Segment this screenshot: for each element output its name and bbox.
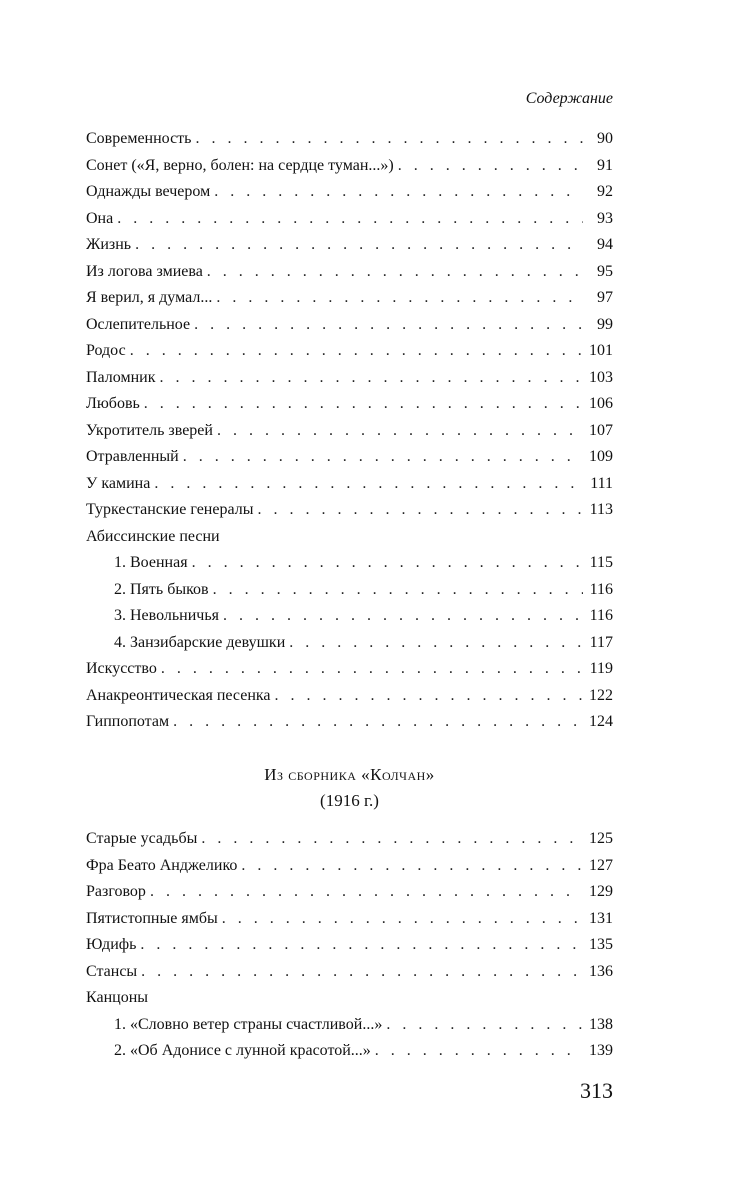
toc-entry xyxy=(86,153,613,180)
dot-leader xyxy=(201,826,583,853)
dot-leader xyxy=(275,683,583,710)
toc-entry-title: Любовь xyxy=(86,395,140,412)
toc-entry-title: Юдифь xyxy=(86,936,137,953)
toc-entry xyxy=(86,932,613,959)
toc-entry xyxy=(86,259,613,286)
dot-leader xyxy=(144,391,583,418)
toc-entry xyxy=(86,126,613,153)
toc-entry-title: Гиппопотам xyxy=(86,713,170,730)
toc-entry xyxy=(86,418,613,445)
toc-entry xyxy=(86,391,613,418)
toc-entry xyxy=(86,365,613,392)
toc-entry-title: Канцоны xyxy=(86,989,148,1006)
dot-leader xyxy=(150,879,583,906)
dot-leader xyxy=(192,550,583,577)
toc-entry-title: Она xyxy=(86,209,114,227)
toc-entry-title: 1. Военная xyxy=(114,554,188,571)
dot-leader xyxy=(154,471,583,498)
toc-entry-title: Стансы xyxy=(86,962,138,980)
toc-entry-title: Туркестанские генералы xyxy=(86,501,254,518)
dot-leader xyxy=(213,577,583,604)
toc-entry xyxy=(86,179,613,206)
dot-leader xyxy=(117,206,583,233)
toc-entry xyxy=(86,471,613,498)
dot-leader xyxy=(195,126,583,153)
toc-entry-page: 90 xyxy=(597,130,613,147)
toc-entry-page: 107 xyxy=(589,421,613,439)
toc-entry-title: Однажды вечером xyxy=(86,183,211,200)
running-head: Содержание xyxy=(525,90,613,107)
toc-entry xyxy=(86,879,613,906)
dot-leader xyxy=(141,959,583,986)
toc-entry-page: 106 xyxy=(589,395,613,412)
toc-entry xyxy=(86,497,613,524)
toc-entry-page: 136 xyxy=(589,962,613,980)
toc-entry-title: Ослепительное xyxy=(86,315,191,333)
toc-entry-page: 99 xyxy=(597,315,613,333)
toc-entry xyxy=(86,338,613,365)
toc-entry-title: 2. Пять быков xyxy=(114,580,209,598)
toc-entry-page: 95 xyxy=(597,262,613,280)
toc-entry-page: 93 xyxy=(597,209,613,227)
dot-leader xyxy=(207,259,583,286)
toc-entry xyxy=(86,906,613,933)
toc-entry-page: 97 xyxy=(597,289,613,306)
dot-leader xyxy=(135,232,583,259)
toc-entry-page: 113 xyxy=(589,501,613,518)
toc-entry-page: 94 xyxy=(597,236,613,253)
toc-entry-page: 138 xyxy=(589,1015,613,1033)
toc-entry-title: У камина xyxy=(86,474,151,492)
toc-entry-title: Старые усадьбы xyxy=(86,830,198,847)
toc-entry-title: Я верил, я думал... xyxy=(86,289,213,306)
toc-entry-title: 1. «Словно ветер страны счастливой...» xyxy=(114,1015,383,1033)
toc-entry-page: 116 xyxy=(589,607,613,624)
toc-entry-page: 127 xyxy=(589,856,613,874)
toc-entry xyxy=(86,1038,613,1065)
toc-entry-page: 91 xyxy=(597,156,613,174)
toc-entry-title: 2. «Об Адонисе с лунной красотой...» xyxy=(114,1042,371,1059)
dot-leader xyxy=(160,365,584,392)
dot-leader xyxy=(217,418,583,445)
toc-entry-title: Отравленный xyxy=(86,448,179,465)
dot-leader xyxy=(222,906,583,933)
toc-entry-page: 122 xyxy=(589,686,613,704)
dot-leader xyxy=(214,179,583,206)
dot-leader xyxy=(223,603,583,630)
toc-entry xyxy=(86,1012,613,1039)
toc-entry-page: 92 xyxy=(597,183,613,200)
toc-entry-page: 117 xyxy=(589,633,613,651)
dot-leader xyxy=(194,312,583,339)
toc-entry-page: 131 xyxy=(589,909,613,927)
toc-entry-title: Анакреонтическая песенка xyxy=(86,686,271,704)
toc-entry xyxy=(86,683,613,710)
dot-leader xyxy=(130,338,583,365)
toc-entry-title: 3. Невольничья xyxy=(114,607,219,624)
toc-entry xyxy=(86,603,613,630)
toc-entry-page: 101 xyxy=(589,342,613,359)
dot-leader xyxy=(398,153,583,180)
toc-entry-page: 129 xyxy=(589,883,613,900)
dot-leader xyxy=(257,497,583,524)
section-heading-title: Из сборника «Колчан» xyxy=(264,765,435,784)
dot-leader xyxy=(216,285,583,312)
toc-entry-title: Паломник xyxy=(86,368,156,386)
toc-entry-title: Разговор xyxy=(86,883,146,900)
toc-entry-title: Искусство xyxy=(86,660,157,677)
toc-entry-title: Родос xyxy=(86,342,126,359)
toc-entry-page: 139 xyxy=(589,1042,613,1059)
section-heading-year: (1916 г.) xyxy=(320,791,379,810)
toc-entry-title: Укротитель зверей xyxy=(86,421,213,439)
toc-entry-page: 115 xyxy=(589,554,613,571)
dot-leader xyxy=(241,853,583,880)
dot-leader xyxy=(183,444,583,471)
section-heading xyxy=(86,762,613,814)
toc-entry xyxy=(86,709,613,736)
toc-entry-title: Абиссинские песни xyxy=(86,527,220,545)
toc-entry xyxy=(86,232,613,259)
dot-leader xyxy=(161,656,583,683)
toc-entry-page: 111 xyxy=(590,474,613,492)
toc-entry-page: 124 xyxy=(589,713,613,730)
dot-leader xyxy=(173,709,583,736)
toc-entry xyxy=(86,206,613,233)
toc-entry-page: 103 xyxy=(589,368,613,386)
toc-entry xyxy=(86,826,613,853)
toc-entry-page: 119 xyxy=(589,660,613,677)
dot-leader xyxy=(140,932,583,959)
toc-entry-page: 125 xyxy=(589,830,613,847)
page-number: 313 xyxy=(580,1078,613,1103)
toc-entry-title: Современность xyxy=(86,130,192,147)
toc-list-part1 xyxy=(86,126,613,736)
toc-entry xyxy=(86,524,613,551)
toc-entry-title: Из логова змиева xyxy=(86,262,203,280)
toc-entry-title: Пятистопные ямбы xyxy=(86,909,218,927)
toc-entry xyxy=(86,550,613,577)
toc-entry-title: Фра Беато Анджелико xyxy=(86,856,238,874)
toc-entry xyxy=(86,630,613,657)
toc-entry-page: 135 xyxy=(589,936,613,953)
toc-entry xyxy=(86,312,613,339)
toc-entry xyxy=(86,985,613,1012)
toc-entry xyxy=(86,959,613,986)
toc-entry-page: 109 xyxy=(589,448,613,465)
toc-entry-page: 116 xyxy=(589,580,613,598)
toc-list-part2 xyxy=(86,826,613,1065)
dot-leader xyxy=(375,1038,583,1065)
toc-entry xyxy=(86,444,613,471)
dot-leader xyxy=(289,630,583,657)
toc-entry xyxy=(86,577,613,604)
toc-entry-title: 4. Занзибарские девушки xyxy=(114,633,286,651)
toc-entry-title: Жизнь xyxy=(86,236,132,253)
toc-entry xyxy=(86,656,613,683)
dot-leader xyxy=(386,1012,583,1039)
toc-entry xyxy=(86,285,613,312)
toc-entry xyxy=(86,853,613,880)
toc-entry-title: Сонет («Я, верно, болен: на сердце туман...») xyxy=(86,156,394,174)
